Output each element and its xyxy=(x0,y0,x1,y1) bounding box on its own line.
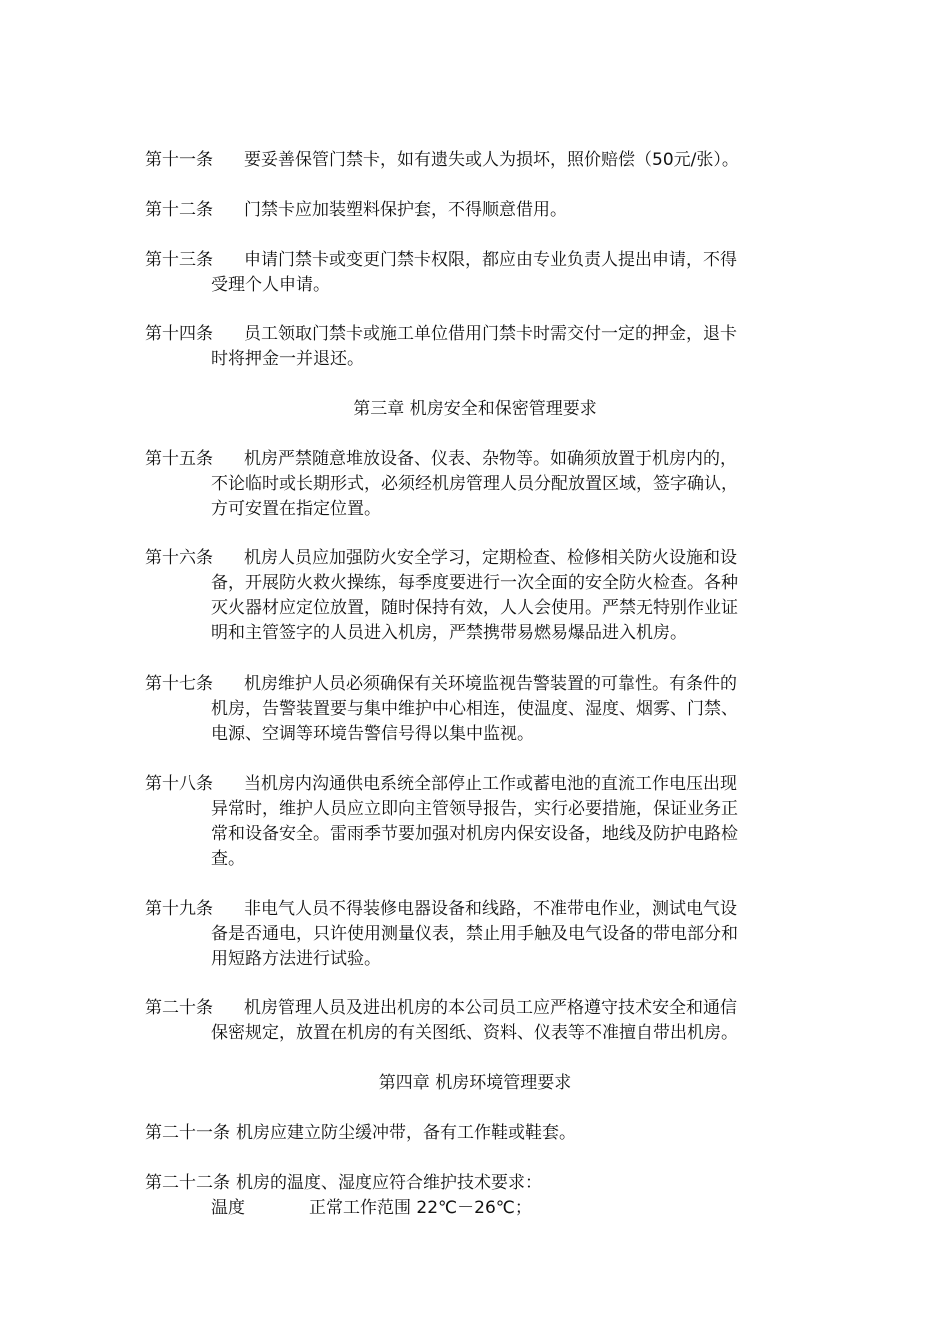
article-line: 非电气人员不得装修电器设备和线路，不准带电作业，测试电气设 xyxy=(244,899,737,919)
article-line: 保密规定，放置在机房的有关图纸、资料、仪表等不准擅自带出机房。 xyxy=(211,1023,738,1043)
article-label: 第十九条 xyxy=(145,899,213,919)
temperature-label: 温度 xyxy=(211,1198,245,1218)
article-line: 申请门禁卡或变更门禁卡权限，都应由专业负责人提出申请，不得 xyxy=(244,250,737,270)
chapter-heading: 第三章 机房安全和保密管理要求 xyxy=(353,399,597,419)
article-line: 受理个人申请。 xyxy=(211,275,330,295)
article-label: 第十四条 xyxy=(145,324,213,344)
article-line: 机房管理人员及进出机房的本公司员工应严格遵守技术安全和通信 xyxy=(244,998,737,1018)
article-line: 当机房内沟通供电系统全部停止工作或蓄电池的直流工作电压出现 xyxy=(244,774,737,794)
article-line: 常和设备安全。雷雨季节要加强对机房内保安设备，地线及防护电路检 xyxy=(211,824,738,844)
article-label: 第二十二条 xyxy=(145,1173,230,1193)
article-line: 不论临时或长期形式，必须经机房管理人员分配放置区域，签字确认， xyxy=(211,474,738,494)
article-label: 第十六条 xyxy=(145,548,213,568)
article-label: 第十三条 xyxy=(145,250,213,270)
article-line: 机房的温度、湿度应符合维护技术要求： xyxy=(236,1173,542,1193)
article-label: 第十一条 xyxy=(145,150,213,170)
article-label: 第十五条 xyxy=(145,449,213,469)
article-line: 机房维护人员必须确保有关环境监视告警装置的可靠性。有条件的 xyxy=(244,674,737,694)
article-line: 门禁卡应加装塑料保护套，不得顺意借用。 xyxy=(244,200,567,220)
temperature-range: 正常工作范围 22℃－26℃； xyxy=(309,1198,532,1218)
article-label: 第二十条 xyxy=(145,998,213,1018)
chapter-heading: 第四章 机房环境管理要求 xyxy=(378,1073,572,1093)
article-line: 备，开展防火救火操练，每季度要进行一次全面的安全防火检查。各种 xyxy=(211,573,738,593)
article-label: 第二十一条 xyxy=(145,1123,230,1143)
article-line: 机房应建立防尘缓冲带，备有工作鞋或鞋套。 xyxy=(236,1123,576,1143)
article-line: 时将押金一并退还。 xyxy=(211,349,364,369)
article-line: 机房人员应加强防火安全学习，定期检查、检修相关防火设施和设 xyxy=(244,548,737,568)
temperature-line xyxy=(211,1196,532,1221)
article-label: 第十七条 xyxy=(145,674,213,694)
article-line: 机房严禁随意堆放设备、仪表、杂物等。如确须放置于机房内的， xyxy=(244,449,737,469)
article-line: 要妥善保管门禁卡，如有遗失或人为损坏，照价赔偿（50元/张）。 xyxy=(244,150,739,170)
article-21 xyxy=(145,1121,810,1146)
article-line: 备是否通电，只许使用测量仪表，禁止用手触及电气设备的带电部分和 xyxy=(211,924,738,944)
article-line: 用短路方法进行试验。 xyxy=(211,949,381,969)
article-line: 灭火器材应定位放置，随时保持有效，人人会使用。严禁无特别作业证 xyxy=(211,598,738,618)
article-line: 查。 xyxy=(211,849,245,869)
article-label: 第十二条 xyxy=(145,200,213,220)
article-line: 机房，告警装置要与集中维护中心相连，使温度、湿度、烟雾、门禁、 xyxy=(211,699,738,719)
article-22 xyxy=(145,1171,810,1196)
article-line: 电源、空调等环境告警信号得以集中监视。 xyxy=(211,724,534,744)
article-line: 明和主管签字的人员进入机房，严禁携带易燃易爆品进入机房。 xyxy=(211,623,687,643)
article-label: 第十八条 xyxy=(145,774,213,794)
article-line: 异常时，维护人员应立即向主管领导报告，实行必要措施，保证业务正 xyxy=(211,799,738,819)
article-line: 方可安置在指定位置。 xyxy=(211,499,381,519)
article-line: 员工领取门禁卡或施工单位借用门禁卡时需交付一定的押金，退卡 xyxy=(244,324,737,344)
